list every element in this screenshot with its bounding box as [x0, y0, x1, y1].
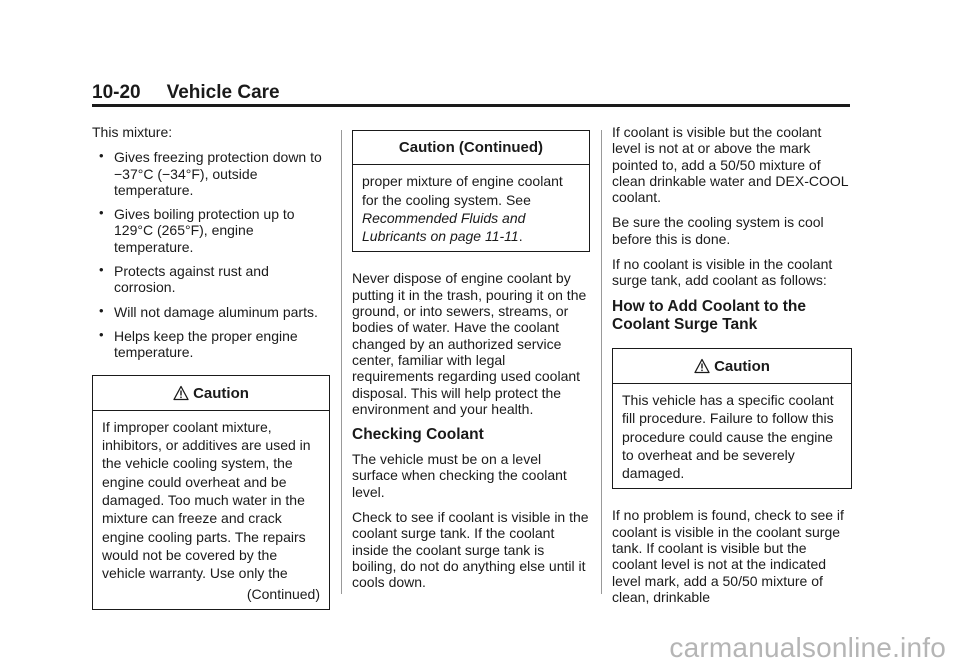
disposal-paragraph: Never dispose of engine coolant by putting it in the trash, pouring it on the ground, or into sewers, streams, or bodies of water. Have the coolant changed by an authorized service center, familiar with legal requirements regarding used coolant disposal. This will help protect the environment and your health.: [352, 270, 587, 417]
no-coolant-paragraph: If no coolant is visible in the coolant surge tank, add coolant as follows:: [612, 256, 833, 289]
column-2: [352, 124, 590, 600]
caution-title: Caution: [193, 384, 249, 402]
caution-text: [362, 172, 580, 245]
bullet-icon: •: [99, 302, 104, 318]
caution-header: [613, 349, 851, 384]
column-divider: [341, 130, 342, 594]
column-3: [612, 124, 852, 614]
column-1: [92, 124, 330, 628]
header-rule: [92, 104, 850, 107]
list-item-text: Gives boiling protection up to 129°C (265°F), engine temperature.: [114, 206, 295, 255]
column-divider: [601, 130, 602, 594]
problem-check-paragraph: If no problem is found, check to see if coolant is visible in the coolant surge tank. If coolant is visible but the coolant level is not at the indicated level mark, add a 50/50 mixture of clean, drinkable: [612, 507, 844, 605]
caution-text-end: .: [518, 228, 523, 245]
caution-header: Caution (Continued): [353, 131, 589, 165]
caution-title: Caution: [714, 357, 770, 375]
caution-box-continued: [352, 130, 590, 252]
mixture-benefits-list: [92, 149, 330, 360]
bullet-icon: •: [99, 326, 104, 342]
caution-text: This vehicle has a specific coolant fill procedure. Failure to follow this procedure could cause the engine to overheat and be severely damaged.: [622, 391, 834, 482]
bullet-icon: •: [99, 262, 104, 278]
list-item: [92, 149, 330, 198]
list-item-text: Gives freezing protection down to −37°C (−34°F), outside temperature.: [114, 149, 322, 198]
visible-coolant-paragraph: If coolant is visible but the coolant level is not at or above the mark pointed to, add a 50/50 mixture of clean drinkable water and DEX-COOL coolant.: [612, 124, 849, 206]
continued-label: (Continued): [246, 585, 320, 602]
page-number: 10-20: [92, 82, 141, 103]
caution-box: [612, 348, 852, 490]
warning-triangle-icon: [694, 358, 710, 374]
cool-system-paragraph: Be sure the cooling system is cool before this is done.: [612, 214, 824, 247]
list-item: [92, 328, 330, 361]
intro-text: This mixture:: [92, 124, 173, 140]
warning-triangle-icon: [173, 385, 189, 401]
section-heading: Checking Coolant: [352, 426, 484, 444]
level-paragraph: The vehicle must be on a level surface when checking the coolant level.: [352, 451, 567, 500]
check-paragraph: Check to see if coolant is visible in the coolant surge tank. If the coolant inside the coolant surge tank is boiling, do not do anything else until it cools down.: [352, 509, 589, 591]
list-item: [92, 304, 330, 320]
list-item: [92, 263, 330, 296]
list-item-text: Helps keep the proper engine temperature.: [114, 327, 298, 361]
caution-header: [93, 376, 329, 411]
caution-body: [613, 384, 851, 488]
list-item-text: Will not damage aluminum parts.: [114, 303, 318, 320]
watermark: carmanualsonline.info: [669, 632, 946, 663]
caution-text: If improper coolant mixture, inhibitors, or additives are used in the vehicle cooling system, the engine could overheat and be damaged. Too much water in the mixture can freeze and crack engine cooling parts. The repairs would not be covered by the vehicle warranty. Use only the: [102, 418, 311, 582]
section-title: Vehicle Care: [166, 82, 280, 103]
list-item-text: Protects against rust and corrosion.: [114, 263, 269, 296]
page-header: [92, 82, 280, 104]
list-item: [92, 206, 330, 255]
caution-box: [92, 375, 330, 610]
fluids-reference-link[interactable]: Recommended Fluids and Lubricants on page 11-11: [362, 209, 526, 245]
bullet-icon: •: [99, 148, 104, 164]
caution-body: [353, 165, 589, 251]
section-heading: How to Add Coolant to the Coolant Surge Tank: [612, 297, 806, 333]
caution-body: [93, 411, 329, 609]
bullet-icon: •: [99, 205, 104, 221]
caution-text-start: proper mixture of engine coolant for the cooling system. See: [362, 173, 563, 208]
